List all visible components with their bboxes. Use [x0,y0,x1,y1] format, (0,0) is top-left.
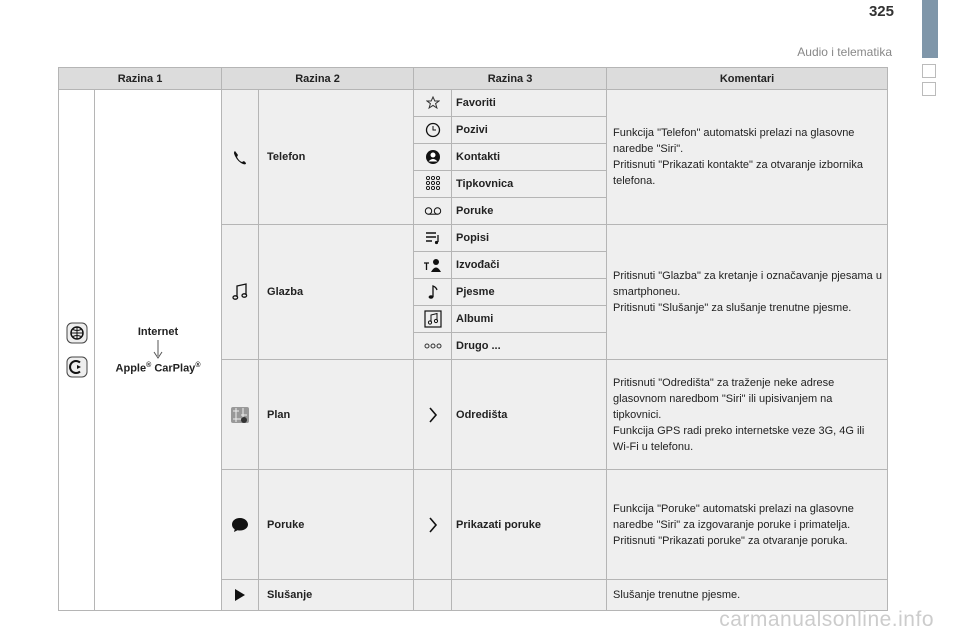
poruke-label: Poruke [259,470,414,580]
slusanje-comment: Slušanje trenutne pjesme. [607,580,888,611]
pjesme-label: Pjesme [452,279,607,306]
section-title: Audio i telematika [797,45,892,59]
arrow-down-icon [153,340,163,360]
odredista-label: Odredišta [452,360,607,470]
popisi-label: Popisi [452,225,607,252]
music-note-icon [231,283,249,301]
keypad-icon [424,175,442,193]
chevron-right-icon [428,516,438,534]
artist-icon [423,257,443,273]
prikazati-poruke-label: Prikazati poruke [452,470,607,580]
slusanje-label: Slušanje [259,580,414,611]
chapter-tab [922,0,938,58]
albumi-label: Albumi [452,306,607,333]
izvodaci-label: Izvođači [452,252,607,279]
map-icon [230,405,250,425]
phone-icon [232,149,248,165]
favoriti-label: Favoriti [452,90,607,117]
page-marker-square [922,64,936,78]
glazba-label: Glazba [259,225,414,360]
poruke-item-label: Poruke [452,198,607,225]
plan-label: Plan [259,360,414,470]
more-icon [424,343,442,349]
message-bubble-icon [231,517,249,533]
chevron-right-icon [428,406,438,424]
carplay-icon [66,356,88,378]
pozivi-label: Pozivi [452,117,607,144]
globe-icon [66,322,88,344]
playlist-icon [425,231,441,245]
level1-label-cell: Internet Apple® CarPlay® [95,90,222,611]
tipkovnica-label: Tipkovnica [452,171,607,198]
watermark: carmanualsonline.info [719,608,934,631]
glazba-comment: Pritisnuti "Glazba" za kretanje i označavanje pjesama u smartphoneu. Pritisnuti "Slušanje" za slušanje trenutne pjesme. [607,225,888,360]
poruke-comment: Funkcija "Poruke" automatski prelazi na glasovne naredbe "Siri" za izgovaranje poruke i primatelja. Pritisnuti "Prikazati poruke" za otvaranje poruka. [607,470,888,580]
telefon-comment: Funkcija "Telefon" automatski prelazi na glasovne naredbe "Siri". Pritisnuti "Prikazati kontakte" za otvaranje izbornika telefona. [607,90,888,225]
play-icon [234,588,246,602]
menu-table [58,67,888,611]
column-header: Razina 3 [414,68,607,90]
carplay-label: CarPlay [154,362,196,375]
apple-label: Apple [115,362,147,375]
page-marker-square [922,82,936,96]
telefon-label: Telefon [259,90,414,225]
song-note-icon [427,284,439,300]
column-header: Komentari [607,68,888,90]
page-number: 325 [868,3,894,20]
contact-icon [425,149,441,165]
drugo-label: Drugo ... [452,333,607,360]
album-icon [424,310,442,328]
column-header: Razina 1 [59,68,222,90]
column-header: Razina 2 [222,68,414,90]
telefon-icon-cell [222,90,259,225]
clock-icon [425,122,441,138]
kontakti-label: Kontakti [452,144,607,171]
star-icon [426,96,440,110]
internet-label: Internet [137,325,179,338]
plan-comment: Pritisnuti "Odredišta" za traženje neke adrese glasovnom naredbom "Siri" ili upisivanjem na tipkovnici. Funkcija GPS radi preko internetske veze 3G, 4G ili Wi-Fi u telefonu. [607,360,888,470]
level1-icons-cell [59,90,95,611]
voicemail-icon [424,205,442,217]
